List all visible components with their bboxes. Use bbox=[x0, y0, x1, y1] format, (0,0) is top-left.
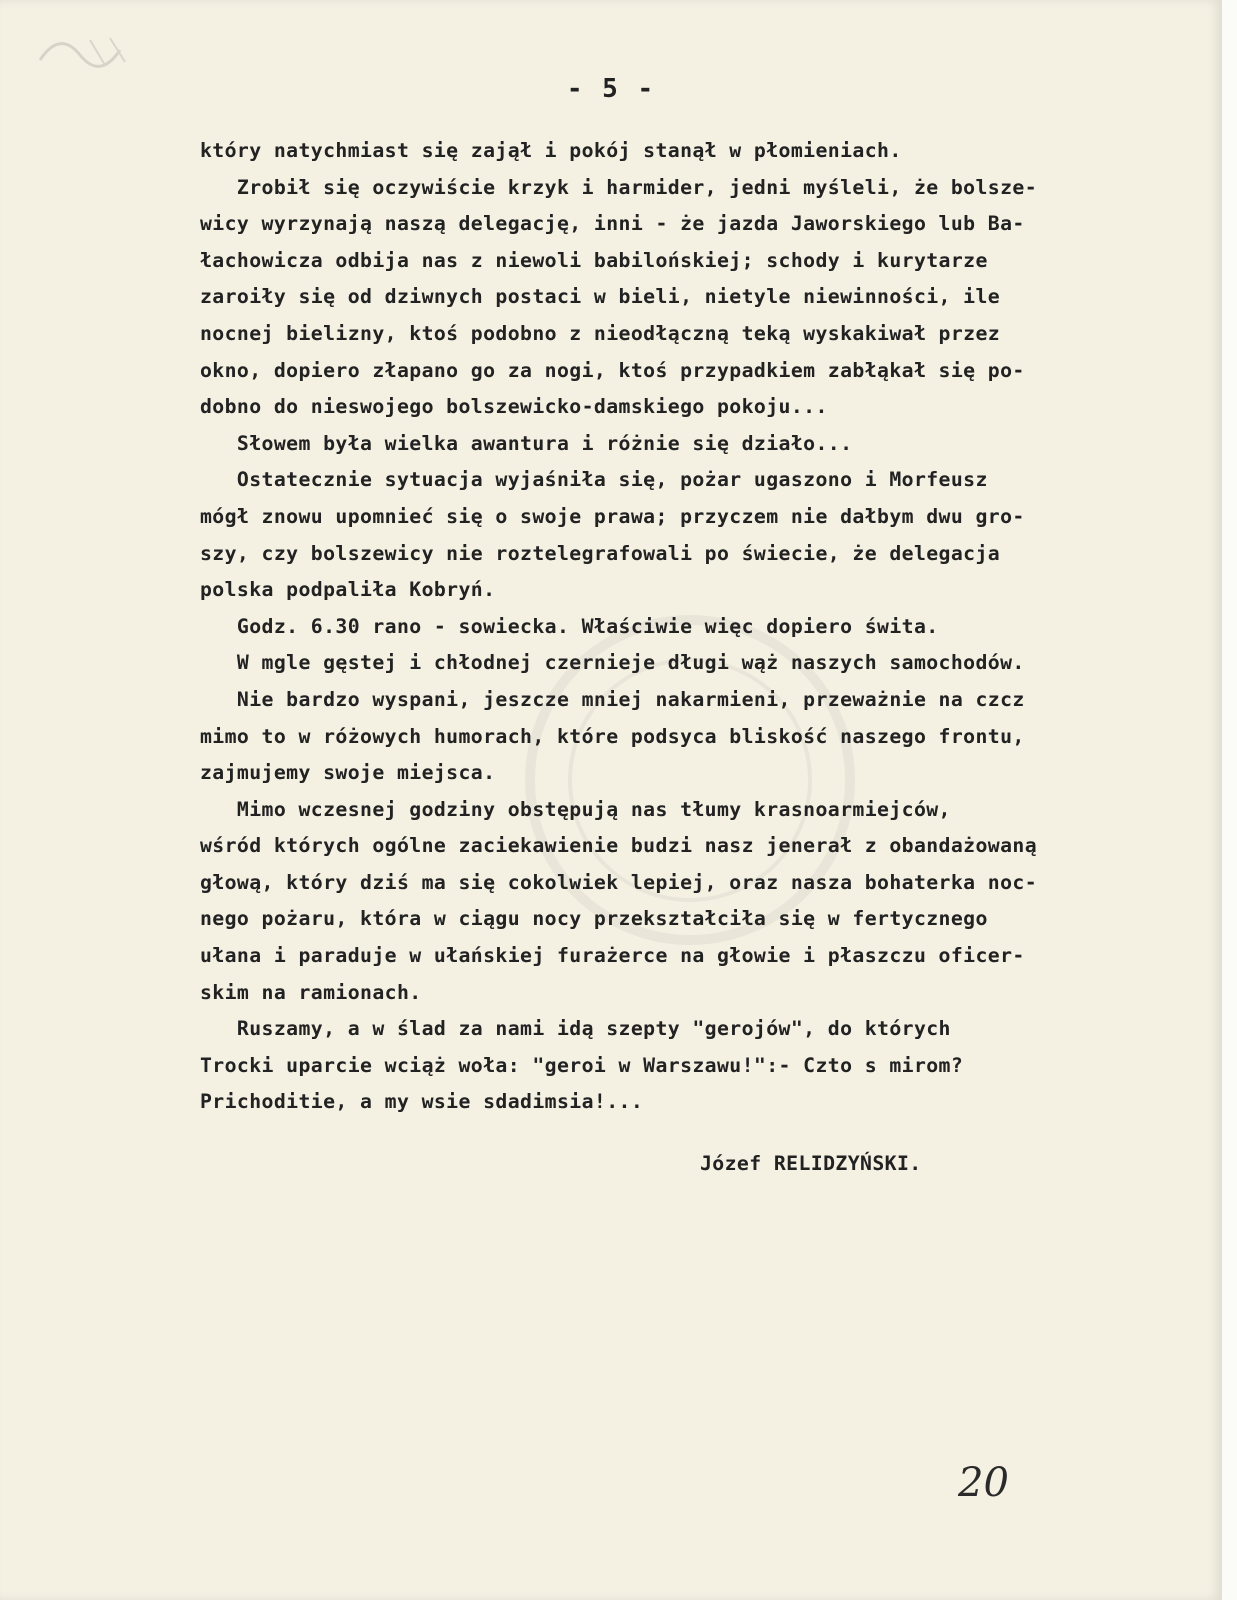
text-line: Ostatecznie sytuacja wyjaśniła się, pożar ugaszono i Morfeusz bbox=[200, 468, 988, 492]
text-line: łachowicza odbija nas z niewoli babilońskiej; schody i kurytarze bbox=[200, 248, 988, 272]
typewritten-body bbox=[200, 133, 1200, 1121]
text-line: ułana i paraduje w ułańskiej furażerce na głowie i płaszczu oficer- bbox=[200, 944, 1025, 968]
text-line: W mgle gęstej i chłodnej czernieje długi wąż naszych samochodów. bbox=[200, 651, 1025, 675]
text-line: dobno do nieswojego bolszewicko-damskiego pokoju... bbox=[200, 395, 828, 419]
text-line: mógł znowu upomnieć się o swoje prawa; przyczem nie dałbym dwu gro- bbox=[200, 504, 1025, 528]
text-line: Mimo wczesnej godziny obstępują nas tłumy krasnoarmiejców, bbox=[200, 797, 951, 821]
page-number: - 5 - bbox=[566, 74, 656, 104]
text-line: polska podpaliła Kobryń. bbox=[200, 578, 496, 602]
text-line: wśród których ogólne zaciekawienie budzi nasz jenerał z obandażowaną bbox=[200, 834, 1038, 858]
text-line: zajmujemy swoje miejsca. bbox=[200, 761, 496, 785]
text-line: zaroiły się od dziwnych postaci w bieli, nietyle niewinności, ile bbox=[200, 285, 1001, 309]
text-line: nego pożaru, która w ciągu nocy przekształciła się w fertycznego bbox=[200, 907, 988, 931]
text-line: Ruszamy, a w ślad za nami idą szepty "gerojów", do których bbox=[200, 1017, 951, 1041]
text-line: Prichoditie, a my wsie sdadimsia!... bbox=[200, 1090, 644, 1114]
text-line: okno, dopiero złapano go za nogi, ktoś przypadkiem zabłąkał się po- bbox=[200, 358, 1025, 382]
page-edge bbox=[1222, 0, 1237, 1600]
text-line: szy, czy bolszewicy nie roztelegrafowali po świecie, że delegacja bbox=[200, 541, 1001, 565]
text-line: Słowem była wielka awantura i różnie się działo... bbox=[200, 431, 853, 455]
text-line: nocnej bielizny, ktoś podobno z nieodłączną teką wyskakiwał przez bbox=[200, 321, 1001, 345]
handwritten-folio-number: 20 bbox=[958, 1460, 1009, 1506]
text-line: Nie bardzo wyspani, jeszcze mniej nakarmieni, przeważnie na czcz bbox=[200, 687, 1025, 711]
text-line: Trocki uparcie wciąż woła: "geroi w Warszawu!":- Czto s mirom? bbox=[200, 1053, 964, 1077]
text-line: mimo to w różowych humorach, które podsyca bliskość naszego frontu, bbox=[200, 724, 1025, 748]
author-signature: Józef RELIDZYŃSKI. bbox=[700, 1152, 922, 1175]
text-line: wicy wyrzynają naszą delegację, inni - że jazda Jaworskiego lub Ba- bbox=[200, 212, 1025, 236]
text-line: głową, który dziś ma się cokolwiek lepiej, oraz nasza bohaterka noc- bbox=[200, 870, 1038, 894]
ink-smudge-mark bbox=[30, 20, 150, 80]
text-line: który natychmiast się zajął i pokój stanął w płomieniach. bbox=[200, 139, 902, 162]
text-line: Godz. 6.30 rano - sowiecka. Właściwie więc dopiero świta. bbox=[200, 614, 939, 638]
text-line: skim na ramionach. bbox=[200, 980, 422, 1004]
text-line: Zrobił się oczywiście krzyk i harmider, jedni myśleli, że bolsze- bbox=[200, 175, 1038, 199]
